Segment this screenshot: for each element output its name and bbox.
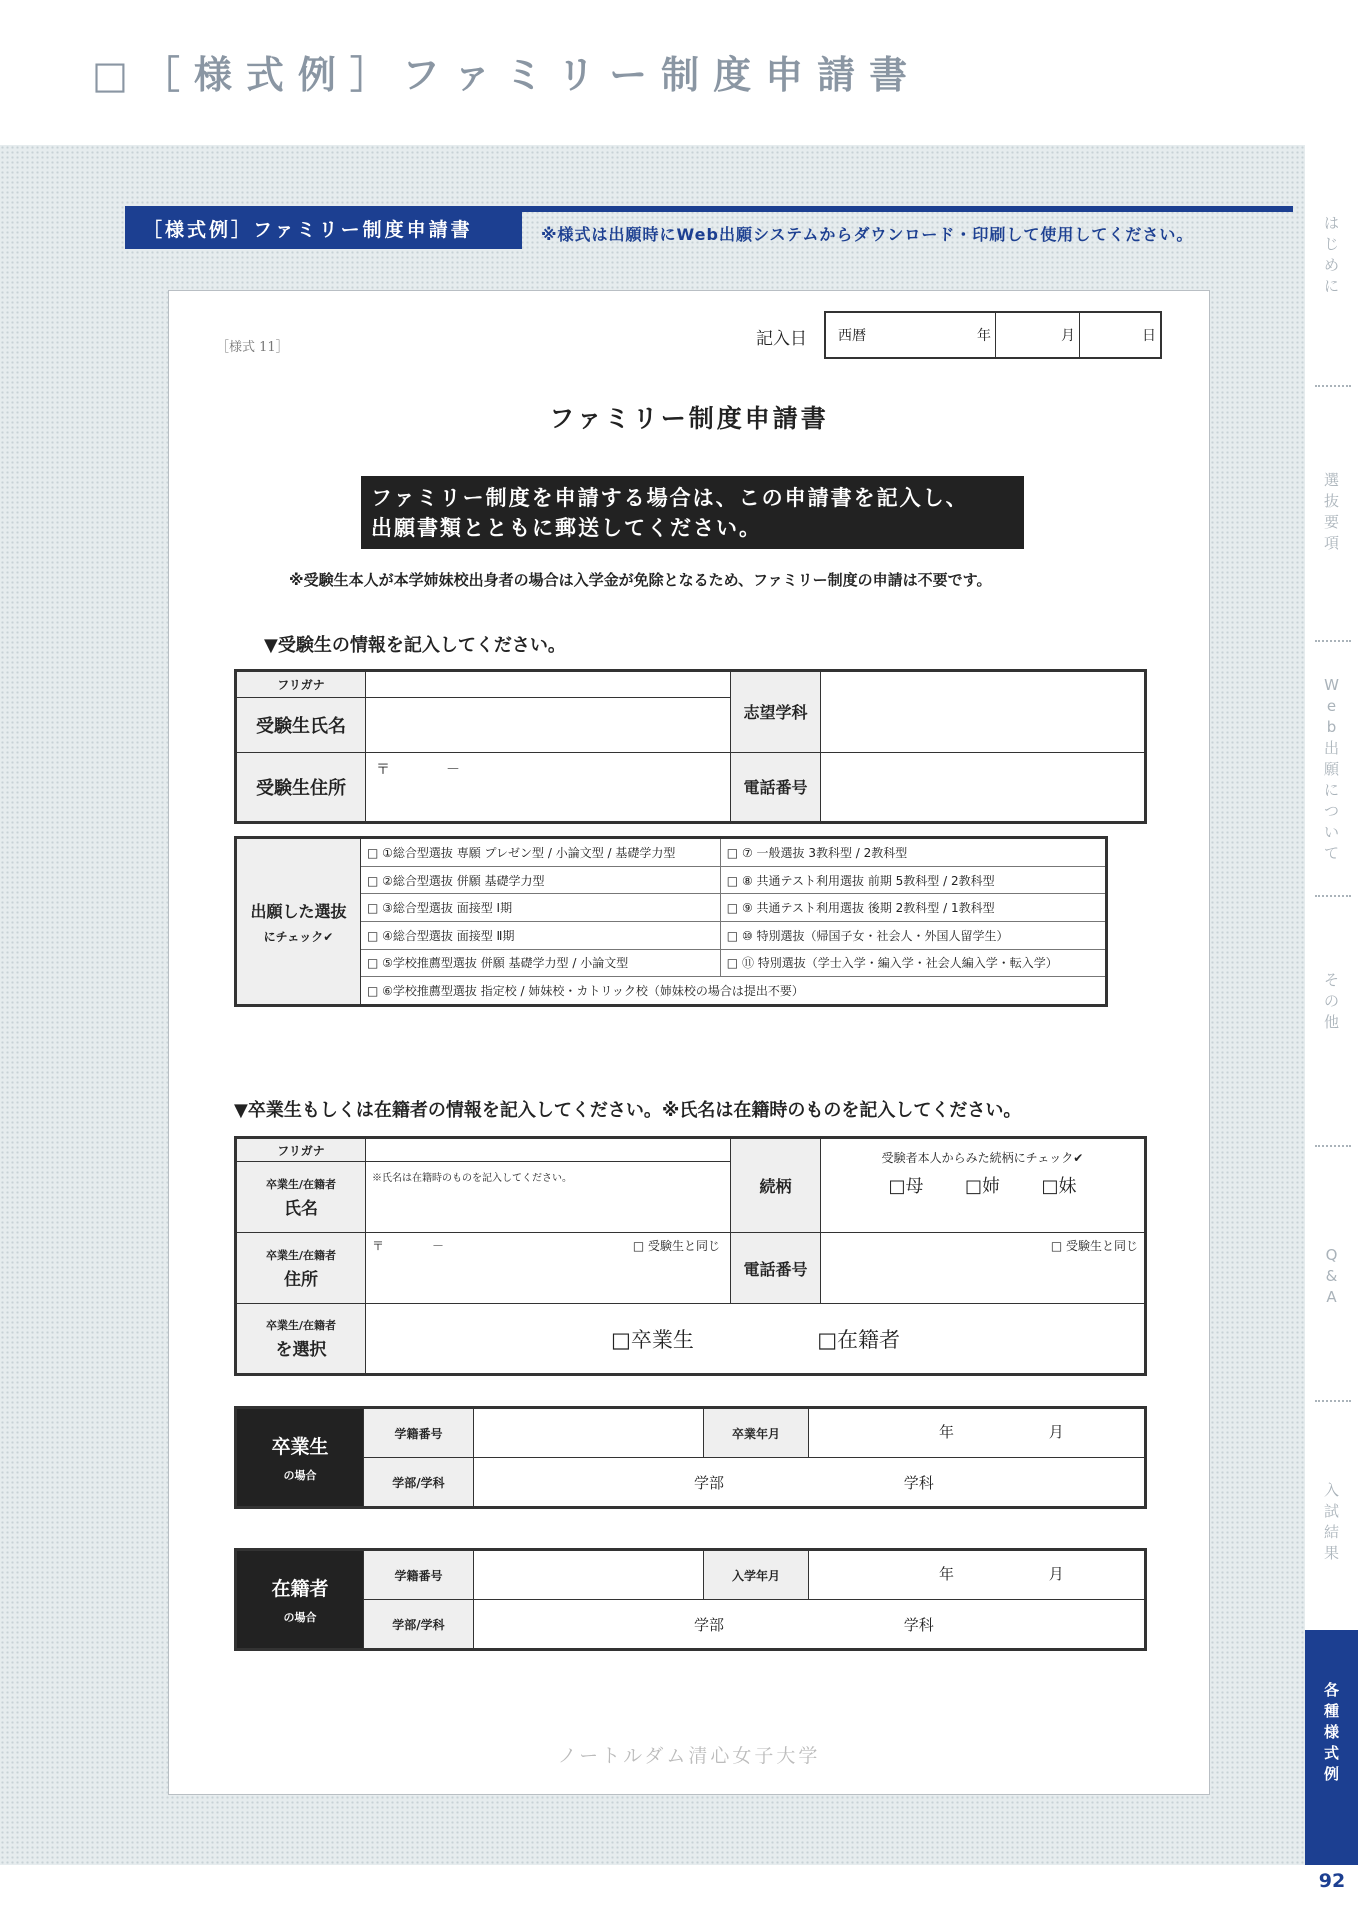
enrolled-student-no-field[interactable] <box>474 1550 704 1600</box>
section-alumni-heading: ▼卒業生もしくは在籍者の情報を記入してください。※氏名は在籍時のものを記入してください。 <box>234 1100 1022 1121</box>
university-name: ノートルダム清心女子大学 <box>557 1745 821 1767</box>
graduate-course-unit: 学科 <box>903 1474 934 1492</box>
enrolled-dept-label: 学部/学科 <box>364 1600 474 1650</box>
applicant-name-field[interactable] <box>366 697 731 752</box>
department-label: 志望学科 <box>731 671 821 753</box>
sidebar-item-forms[interactable] <box>1305 1630 1358 1865</box>
sidebar-divider <box>1315 385 1351 387</box>
alumni-select-label <box>236 1304 366 1375</box>
sidebar-char: は <box>1323 214 1339 232</box>
sidebar-char: A <box>1326 1288 1337 1306</box>
alumni-select-text: を選択 <box>275 1340 327 1361</box>
sidebar-item-intro[interactable] <box>1305 213 1358 297</box>
alumni-name-small: 卒業生/在籍者 <box>265 1177 337 1191</box>
furigana-field[interactable] <box>366 671 731 698</box>
sidebar-char: 結 <box>1323 1523 1339 1541</box>
applicant-table <box>234 669 1147 824</box>
notice-line-2: 出願書類とともに郵送してください。 <box>371 516 762 540</box>
phone-field[interactable] <box>821 752 1146 822</box>
alumni-select-small: 卒業生/在籍者 <box>265 1319 337 1333</box>
alumni-name-label <box>236 1162 366 1233</box>
enrolled-student-no-label: 学籍番号 <box>364 1550 474 1600</box>
sidebar-char: じ <box>1323 235 1339 253</box>
sidebar-char: 他 <box>1323 1013 1339 1031</box>
relation-mother-checkbox[interactable]: □母 <box>888 1176 924 1197</box>
alumni-name-text: 氏名 <box>284 1198 318 1219</box>
graduate-sub: の場合 <box>283 1469 317 1482</box>
sidebar-char: 例 <box>1323 1765 1339 1783</box>
alumni-furigana-label: フリガナ <box>236 1138 366 1162</box>
graduate-title: 卒業生 <box>271 1436 329 1458</box>
sidebar-char: b <box>1326 718 1337 736</box>
selection-item[interactable]: □ ①総合型選抜 専願 プレゼン型 / 小論文型 / 基礎学力型 <box>361 838 721 867</box>
sidebar-char: め <box>1323 256 1339 274</box>
section-title: ［様式例］ファミリー制度申請書 <box>125 211 522 249</box>
sidebar-item-forms-label <box>1305 1680 1358 1785</box>
graduate-year-unit: 年 <box>939 1423 955 1441</box>
sidebar-char: 試 <box>1323 1502 1339 1520</box>
selection-label-cell <box>236 838 361 1006</box>
sidebar-divider <box>1315 895 1351 897</box>
graduate-dept-field[interactable] <box>474 1458 1146 1508</box>
graduate-ym-label: 卒業年月 <box>704 1408 809 1458</box>
alumni-name-field[interactable] <box>366 1162 731 1233</box>
alumni-table <box>234 1136 1147 1376</box>
enrolled-checkbox[interactable]: □在籍者 <box>817 1327 901 1352</box>
sidebar-divider <box>1315 640 1351 642</box>
enrolled-sub: の場合 <box>283 1611 317 1624</box>
alumni-name-note: ※氏名は在籍時のものを記入してください。 <box>372 1173 572 1185</box>
notice-line-1: ファミリー制度を申請する場合は、この申請書を記入し、 <box>371 486 969 510</box>
sidebar-char: 願 <box>1323 760 1339 778</box>
date-day: 日 <box>1142 328 1156 344</box>
graduate-title-cell <box>236 1408 364 1508</box>
alumni-phone-label: 電話番号 <box>731 1233 821 1304</box>
graduate-faculty-unit: 学部 <box>694 1474 725 1492</box>
applicant-address-label: 受験生住所 <box>236 752 366 822</box>
sidebar-char: 各 <box>1323 1681 1339 1699</box>
sidebar-item-results[interactable] <box>1305 1480 1358 1564</box>
download-note: ※様式は出願時にWeb出願システムからダウンロード・印刷して使用してください。 <box>541 225 1194 244</box>
selection-item[interactable]: □ ⑨ 共通テスト利用選抜 後期 2教科型 / 1教科型 <box>720 894 1106 922</box>
sidebar-char: & <box>1325 1267 1338 1285</box>
alumni-address-small: 卒業生/在籍者 <box>265 1248 337 1262</box>
sidebar-char: 様 <box>1323 1723 1339 1741</box>
selection-item[interactable]: □ ②総合型選抜 併願 基礎学力型 <box>361 866 721 894</box>
postal-mark: 〒 － <box>376 761 460 778</box>
sidebar-char: い <box>1323 823 1339 841</box>
applicant-name-label: 受験生氏名 <box>236 697 366 752</box>
selection-item[interactable]: □ ⑧ 共通テスト利用選抜 前期 5教科型 / 2教科型 <box>720 866 1106 894</box>
form-code: ［様式 11］ <box>216 340 289 355</box>
furigana-label: フリガナ <box>236 671 366 698</box>
sidebar-char: 選 <box>1323 471 1339 489</box>
sidebar-char: 抜 <box>1323 492 1339 510</box>
date-box <box>824 311 1162 359</box>
sidebar-char: て <box>1323 844 1339 862</box>
sidebar-char: 項 <box>1323 534 1339 552</box>
alumni-address-same-checkbox[interactable]: □ 受験生と同じ <box>632 1239 720 1254</box>
page-heading: □［様式例］ファミリー制度申請書 <box>92 53 922 97</box>
phone-label: 電話番号 <box>731 752 821 822</box>
relation-field <box>821 1138 1146 1233</box>
enrolled-table <box>234 1548 1147 1651</box>
enrolled-title-cell <box>236 1550 364 1650</box>
selection-table <box>234 836 1108 1007</box>
graduate-ym-field[interactable] <box>809 1408 1146 1458</box>
applicant-address-field[interactable] <box>366 752 731 822</box>
form-title: ファミリー制度申請書 <box>549 404 829 433</box>
selection-item[interactable]: □ ⑥学校推薦型選抜 指定校 / 姉妹校・カトリック校（姉妹校の場合は提出不要） <box>361 977 1107 1006</box>
enrolled-faculty-unit: 学部 <box>694 1616 725 1634</box>
alumni-phone-field[interactable] <box>821 1233 1146 1304</box>
selection-item[interactable]: □ ⑤学校推薦型選抜 併願 基礎学力型 / 小論文型 <box>361 949 721 977</box>
relation-note: 受験者本人からみた続柄にチェック✔ <box>881 1151 1084 1165</box>
sidebar-char: の <box>1323 992 1339 1010</box>
graduate-student-no-field[interactable] <box>474 1408 704 1458</box>
selection-sublabel: にチェック✔ <box>263 929 334 944</box>
alumni-address-field[interactable] <box>366 1233 731 1304</box>
sidebar-char: に <box>1323 781 1339 799</box>
graduate-student-no-label: 学籍番号 <box>364 1408 474 1458</box>
sidebar-char: に <box>1323 277 1339 295</box>
sidebar-char: Q <box>1325 1246 1338 1264</box>
sidebar-char: 入 <box>1323 1481 1339 1499</box>
graduate-month-unit: 月 <box>1048 1423 1064 1441</box>
form-paper <box>168 290 1210 1795</box>
date-era: 西暦 <box>838 328 866 344</box>
date-year: 年 <box>977 328 991 344</box>
selection-item[interactable]: □ ⑪ 特別選抜（学士入学・編入学・社会人編入学・転入学） <box>720 949 1106 977</box>
alumni-select-field <box>366 1304 1146 1375</box>
sidebar-char: e <box>1326 697 1337 715</box>
sidebar-divider <box>1315 1400 1351 1402</box>
relation-label: 続柄 <box>731 1138 821 1233</box>
enrolled-course-unit: 学科 <box>903 1616 934 1634</box>
page-number: 92 <box>1318 1870 1346 1892</box>
section-applicant-heading: ▼受験生の情報を記入してください。 <box>264 635 566 656</box>
enrolled-ym-label: 入学年月 <box>704 1550 809 1600</box>
selection-label: 出願した選抜 <box>250 901 347 921</box>
sidebar-item-guidelines[interactable] <box>1305 470 1358 554</box>
notice-box <box>361 476 1024 549</box>
notice-sub: ※受験生本人が本学姉妹校出身者の場合は入学金が免除となるため、ファミリー制度の申請は不要です。 <box>289 571 992 589</box>
sidebar-item-other[interactable] <box>1305 970 1358 1033</box>
enrolled-month-unit: 月 <box>1048 1565 1064 1583</box>
alumni-phone-same-checkbox[interactable]: □ 受験生と同じ <box>1050 1239 1138 1254</box>
sidebar-item-qa[interactable] <box>1305 1245 1358 1308</box>
enrolled-dept-field[interactable] <box>474 1600 1146 1650</box>
alumni-furigana-field[interactable] <box>366 1138 731 1162</box>
graduate-dept-label: 学部/学科 <box>364 1458 474 1508</box>
sidebar-char: W <box>1324 676 1339 694</box>
graduate-table <box>234 1406 1147 1509</box>
sidebar-char: そ <box>1323 971 1339 989</box>
sidebar-char: 種 <box>1323 1702 1339 1720</box>
sidebar-char: 出 <box>1323 739 1339 757</box>
sidebar-char: 要 <box>1323 513 1339 531</box>
relation-older-sister-checkbox[interactable]: □姉 <box>964 1176 1000 1197</box>
graduate-checkbox[interactable]: □卒業生 <box>611 1327 694 1352</box>
selection-item[interactable]: □ ③総合型選抜 面接型 Ⅰ期 <box>361 894 721 922</box>
department-field[interactable] <box>821 671 1146 753</box>
alumni-address-label <box>236 1233 366 1304</box>
sidebar-nav <box>1305 145 1358 1865</box>
sidebar-divider <box>1315 1145 1351 1147</box>
relation-younger-sister-checkbox[interactable]: □妹 <box>1041 1176 1077 1197</box>
enrolled-ym-field[interactable] <box>809 1550 1146 1600</box>
enrolled-title: 在籍者 <box>271 1578 329 1600</box>
selection-item[interactable]: □ ④総合型選抜 面接型 Ⅱ期 <box>361 921 721 949</box>
sidebar-char: 果 <box>1323 1544 1339 1562</box>
date-label: 記入日 <box>756 329 807 349</box>
alumni-postal-mark: 〒 － <box>372 1239 445 1254</box>
date-month: 月 <box>1061 328 1075 344</box>
sidebar-item-web-application[interactable] <box>1305 675 1358 864</box>
sidebar-char: 式 <box>1323 1744 1339 1762</box>
selection-item[interactable]: □ ⑩ 特別選抜（帰国子女・社会人・外国人留学生） <box>720 921 1106 949</box>
alumni-address-text: 住所 <box>284 1269 318 1290</box>
selection-item[interactable]: □ ⑦ 一般選抜 3教科型 / 2教科型 <box>720 838 1106 867</box>
sidebar-char: つ <box>1323 802 1339 820</box>
enrolled-year-unit: 年 <box>939 1565 955 1583</box>
